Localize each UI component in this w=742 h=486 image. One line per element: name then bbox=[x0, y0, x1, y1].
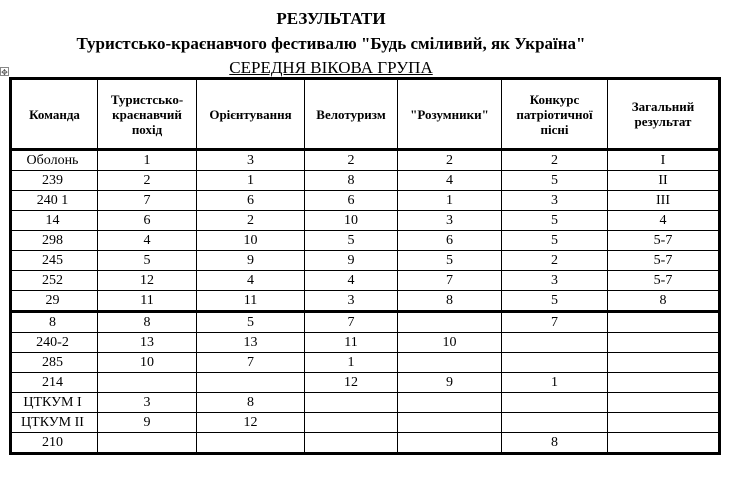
score-cell-hike: 7 bbox=[98, 191, 197, 211]
table-move-handle-icon[interactable]: ✥ bbox=[1, 68, 8, 77]
table-row bbox=[11, 373, 720, 393]
column-header-total: Загальний результат bbox=[608, 79, 720, 150]
score-cell-smart bbox=[398, 393, 502, 413]
score-cell-smart: 2 bbox=[398, 150, 502, 171]
score-cell-total bbox=[608, 393, 720, 413]
score-cell-smart bbox=[398, 413, 502, 433]
score-cell-cycling: 3 bbox=[305, 291, 398, 312]
score-cell-cycling bbox=[305, 393, 398, 413]
team-name-cell: ЦТКУМ I bbox=[11, 393, 98, 413]
score-cell-orienteering: 8 bbox=[197, 393, 305, 413]
table-row bbox=[11, 312, 720, 333]
score-cell-orienteering: 12 bbox=[197, 413, 305, 433]
score-cell-orienteering: 9 bbox=[197, 251, 305, 271]
score-cell-smart: 1 bbox=[398, 191, 502, 211]
score-cell-orienteering: 10 bbox=[197, 231, 305, 251]
score-cell-orienteering: 6 bbox=[197, 191, 305, 211]
score-cell-hike: 11 bbox=[98, 291, 197, 312]
score-cell-total: II bbox=[608, 171, 720, 191]
score-cell-total bbox=[608, 413, 720, 433]
team-name-cell: 252 bbox=[11, 271, 98, 291]
score-cell-total bbox=[608, 353, 720, 373]
score-cell-orienteering: 4 bbox=[197, 271, 305, 291]
team-name-cell: Оболонь bbox=[11, 150, 98, 171]
score-cell-cycling: 2 bbox=[305, 150, 398, 171]
score-cell-total: 5-7 bbox=[608, 271, 720, 291]
team-name-cell: 210 bbox=[11, 433, 98, 454]
column-header-team: Команда bbox=[11, 79, 98, 150]
team-name-cell: 240-2 bbox=[11, 333, 98, 353]
score-cell-hike: 12 bbox=[98, 271, 197, 291]
score-cell-cycling: 6 bbox=[305, 191, 398, 211]
table-row bbox=[11, 271, 720, 291]
table-row bbox=[11, 393, 720, 413]
score-cell-cycling: 11 bbox=[305, 333, 398, 353]
score-cell-cycling bbox=[305, 433, 398, 454]
column-header-hike: Туристсько-краєнавчий похід bbox=[98, 79, 197, 150]
score-cell-smart: 6 bbox=[398, 231, 502, 251]
team-name-cell: 14 bbox=[11, 211, 98, 231]
score-cell-cycling: 5 bbox=[305, 231, 398, 251]
team-name-cell: 214 bbox=[11, 373, 98, 393]
score-cell-orienteering: 2 bbox=[197, 211, 305, 231]
score-cell-hike: 10 bbox=[98, 353, 197, 373]
score-cell-hike: 5 bbox=[98, 251, 197, 271]
score-cell-orienteering: 3 bbox=[197, 150, 305, 171]
score-cell-song: 5 bbox=[502, 291, 608, 312]
team-name-cell: 239 bbox=[11, 171, 98, 191]
table-row bbox=[11, 191, 720, 211]
team-name-cell: 285 bbox=[11, 353, 98, 373]
score-cell-cycling: 4 bbox=[305, 271, 398, 291]
score-cell-smart bbox=[398, 353, 502, 373]
score-cell-orienteering: 1 bbox=[197, 171, 305, 191]
column-header-orienteering: Орієнтування bbox=[197, 79, 305, 150]
score-cell-total bbox=[608, 312, 720, 333]
table-row bbox=[11, 211, 720, 231]
score-cell-cycling: 12 bbox=[305, 373, 398, 393]
team-name-cell: 8 bbox=[11, 312, 98, 333]
score-cell-hike: 9 bbox=[98, 413, 197, 433]
table-row bbox=[11, 251, 720, 271]
score-cell-total: I bbox=[608, 150, 720, 171]
score-cell-smart: 9 bbox=[398, 373, 502, 393]
score-cell-song: 2 bbox=[502, 150, 608, 171]
score-cell-hike: 3 bbox=[98, 393, 197, 413]
team-name-cell: 29 bbox=[11, 291, 98, 312]
score-cell-song: 3 bbox=[502, 191, 608, 211]
table-row bbox=[11, 433, 720, 454]
score-cell-orienteering: 7 bbox=[197, 353, 305, 373]
column-header-song: Конкурс патріотичної пісні bbox=[502, 79, 608, 150]
score-cell-song bbox=[502, 353, 608, 373]
page-title: РЕЗУЛЬТАТИ bbox=[276, 9, 386, 28]
table-row bbox=[11, 353, 720, 373]
team-name-cell: ЦТКУМ II bbox=[11, 413, 98, 433]
score-cell-total: III bbox=[608, 191, 720, 211]
score-cell-song: 5 bbox=[502, 171, 608, 191]
team-name-cell: 240 1 bbox=[11, 191, 98, 211]
table-row bbox=[11, 231, 720, 251]
score-cell-hike: 8 bbox=[98, 312, 197, 333]
results-table bbox=[9, 77, 721, 455]
score-cell-song: 5 bbox=[502, 211, 608, 231]
score-cell-song: 7 bbox=[502, 312, 608, 333]
score-cell-cycling: 10 bbox=[305, 211, 398, 231]
score-cell-smart: 7 bbox=[398, 271, 502, 291]
score-cell-total: 5-7 bbox=[608, 251, 720, 271]
score-cell-total: 8 bbox=[608, 291, 720, 312]
score-cell-hike bbox=[98, 433, 197, 454]
table-header-row bbox=[11, 79, 720, 150]
score-cell-smart bbox=[398, 312, 502, 333]
score-cell-orienteering: 11 bbox=[197, 291, 305, 312]
score-cell-song bbox=[502, 393, 608, 413]
table-row bbox=[11, 333, 720, 353]
score-cell-cycling: 9 bbox=[305, 251, 398, 271]
score-cell-song: 2 bbox=[502, 251, 608, 271]
score-cell-song: 1 bbox=[502, 373, 608, 393]
score-cell-cycling: 8 bbox=[305, 171, 398, 191]
score-cell-total bbox=[608, 333, 720, 353]
score-cell-cycling bbox=[305, 413, 398, 433]
score-cell-song: 5 bbox=[502, 231, 608, 251]
score-cell-total: 4 bbox=[608, 211, 720, 231]
score-cell-smart: 10 bbox=[398, 333, 502, 353]
table-row bbox=[11, 171, 720, 191]
score-cell-cycling: 7 bbox=[305, 312, 398, 333]
score-cell-hike: 13 bbox=[98, 333, 197, 353]
team-name-cell: 298 bbox=[11, 231, 98, 251]
column-header-smart: "Розумники" bbox=[398, 79, 502, 150]
page-subtitle: Туристсько-краєнавчого фестивалю "Будь сміливий, як Україна" bbox=[76, 34, 586, 53]
score-cell-cycling: 1 bbox=[305, 353, 398, 373]
table-row bbox=[11, 413, 720, 433]
score-cell-song: 3 bbox=[502, 271, 608, 291]
column-header-cycling: Велотуризм bbox=[305, 79, 398, 150]
score-cell-song: 8 bbox=[502, 433, 608, 454]
table-row bbox=[11, 291, 720, 312]
score-cell-smart: 4 bbox=[398, 171, 502, 191]
score-cell-total: 5-7 bbox=[608, 231, 720, 251]
score-cell-smart: 5 bbox=[398, 251, 502, 271]
score-cell-hike: 6 bbox=[98, 211, 197, 231]
score-cell-smart: 8 bbox=[398, 291, 502, 312]
score-cell-hike: 2 bbox=[98, 171, 197, 191]
score-cell-hike bbox=[98, 373, 197, 393]
table-row bbox=[11, 150, 720, 171]
score-cell-song bbox=[502, 333, 608, 353]
score-cell-orienteering: 13 bbox=[197, 333, 305, 353]
age-group-heading: СЕРЕДНЯ ВІКОВА ГРУПА bbox=[229, 58, 433, 77]
team-name-cell: 245 bbox=[11, 251, 98, 271]
score-cell-orienteering bbox=[197, 373, 305, 393]
score-cell-total bbox=[608, 373, 720, 393]
score-cell-smart: 3 bbox=[398, 211, 502, 231]
score-cell-orienteering: 5 bbox=[197, 312, 305, 333]
score-cell-orienteering bbox=[197, 433, 305, 454]
score-cell-hike: 4 bbox=[98, 231, 197, 251]
score-cell-total bbox=[608, 433, 720, 454]
score-cell-song bbox=[502, 413, 608, 433]
score-cell-hike: 1 bbox=[98, 150, 197, 171]
score-cell-smart bbox=[398, 433, 502, 454]
